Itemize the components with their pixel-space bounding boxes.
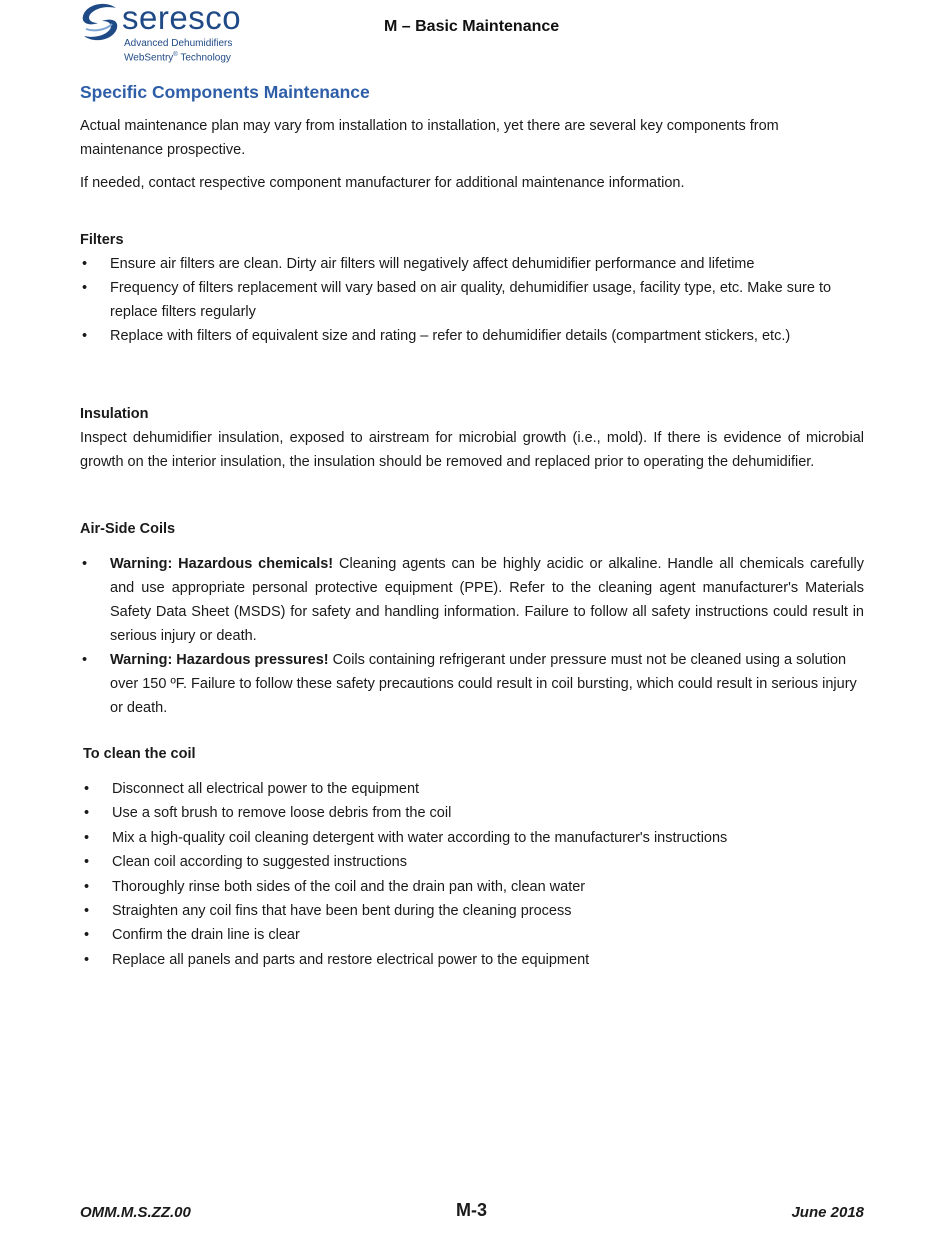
bullet-icon: • — [82, 280, 88, 296]
list-item: • Ensure air filters are clean. Dirty air filters will negatively affect dehumidifier performance and lifetime — [80, 252, 864, 276]
intro-paragraph: If needed, contact respective component manufacturer for additional maintenance information. — [80, 175, 685, 191]
insulation-heading: Insulation — [80, 406, 149, 422]
list-item: • Replace all panels and parts and restore electrical power to the equipment — [82, 948, 864, 972]
bullet-icon: • — [84, 854, 90, 871]
logo-tagline-2: WebSentry® Technology — [124, 52, 231, 64]
bullet-icon: • — [84, 805, 90, 822]
bullet-icon: • — [84, 951, 90, 968]
filters-list — [80, 252, 864, 348]
page-footer — [80, 1200, 864, 1228]
filters-heading: Filters — [80, 232, 124, 248]
coils-heading: Air-Side Coils — [80, 521, 176, 537]
bullet-icon: • — [84, 927, 90, 944]
document-code: OMM.M.S.ZZ.00 — [80, 1204, 191, 1221]
bullet-icon: • — [82, 328, 88, 344]
bullet-icon: • — [82, 652, 88, 668]
seresco-logo — [80, 0, 250, 64]
warning-item: • Warning: Hazardous chemicals! Cleaning agents can be highly acidic or alkaline. Handle all chemicals carefully and use appropriate personal protective equipment (PPE). Refer to the cleaning agent manufacturer's Materials Safety Data Sheet (MSDS) for safety and handling information. Failure to follow all safety instructions could result in serious injury or death. — [80, 552, 864, 648]
list-item: • Frequency of filters replacement will vary based on air quality, dehumidifier usage, facility type, etc. Make sure to replace filters regularly — [80, 276, 864, 324]
list-item: • Replace with filters of equivalent size and rating – refer to dehumidifier details (compartment stickers, etc.) — [80, 324, 864, 348]
list-item: • Mix a high-quality coil cleaning detergent with water according to the manufacturer's instructions — [82, 826, 864, 850]
warning-label: Warning: Hazardous pressures! — [110, 652, 329, 668]
bullet-icon: • — [84, 781, 90, 797]
list-item: • Straighten any coil fins that have been bent during the cleaning process — [82, 899, 864, 923]
list-item: • Use a soft brush to remove loose debris from the coil — [82, 801, 864, 825]
page-number: M-3 — [456, 1200, 487, 1220]
clean-heading: To clean the coil — [83, 746, 196, 762]
intro-paragraph: Actual maintenance plan may vary from installation to installation, yet there are several key components from maintenance prospective. — [80, 118, 779, 158]
bullet-icon: • — [84, 903, 90, 920]
document-body — [80, 80, 864, 972]
bullet-icon: • — [82, 556, 88, 572]
swirl-logo-icon — [80, 2, 120, 44]
list-item: • Clean coil according to suggested instructions — [82, 850, 864, 874]
warnings-list — [80, 552, 864, 720]
clean-steps-list — [82, 777, 864, 972]
list-item: • Disconnect all electrical power to the equipment — [82, 777, 864, 801]
warning-item: • Warning: Hazardous pressures! Coils containing refrigerant under pressure must not be cleaned using a solution over 150 ºF. Failure to follow these safety precautions could result in coil bursting, which could result in serious injury or death. — [80, 648, 864, 720]
logo-tagline: Advanced Dehumidifiers — [124, 38, 233, 49]
list-item: • Confirm the drain line is clear — [82, 923, 864, 947]
section-title: Specific Components Maintenance — [80, 82, 370, 102]
list-item: • Thoroughly rinse both sides of the coil and the drain pan with, clean water — [82, 875, 864, 899]
logo-wordmark: seresco — [122, 0, 242, 36]
document-date: June 2018 — [791, 1204, 864, 1221]
bullet-icon: • — [82, 256, 88, 272]
header-title: M – Basic Maintenance — [384, 18, 560, 35]
bullet-icon: • — [84, 878, 90, 895]
bullet-icon: • — [84, 829, 90, 846]
warning-label: Warning: Hazardous chemicals! — [110, 556, 334, 572]
insulation-paragraph: Inspect dehumidifier insulation, exposed to airstream for microbial growth (i.e., mold). If there is evidence of microbial growth on the interior insulation, the insulation should be removed and replaced prior to operating the dehumidifier. — [80, 430, 864, 470]
